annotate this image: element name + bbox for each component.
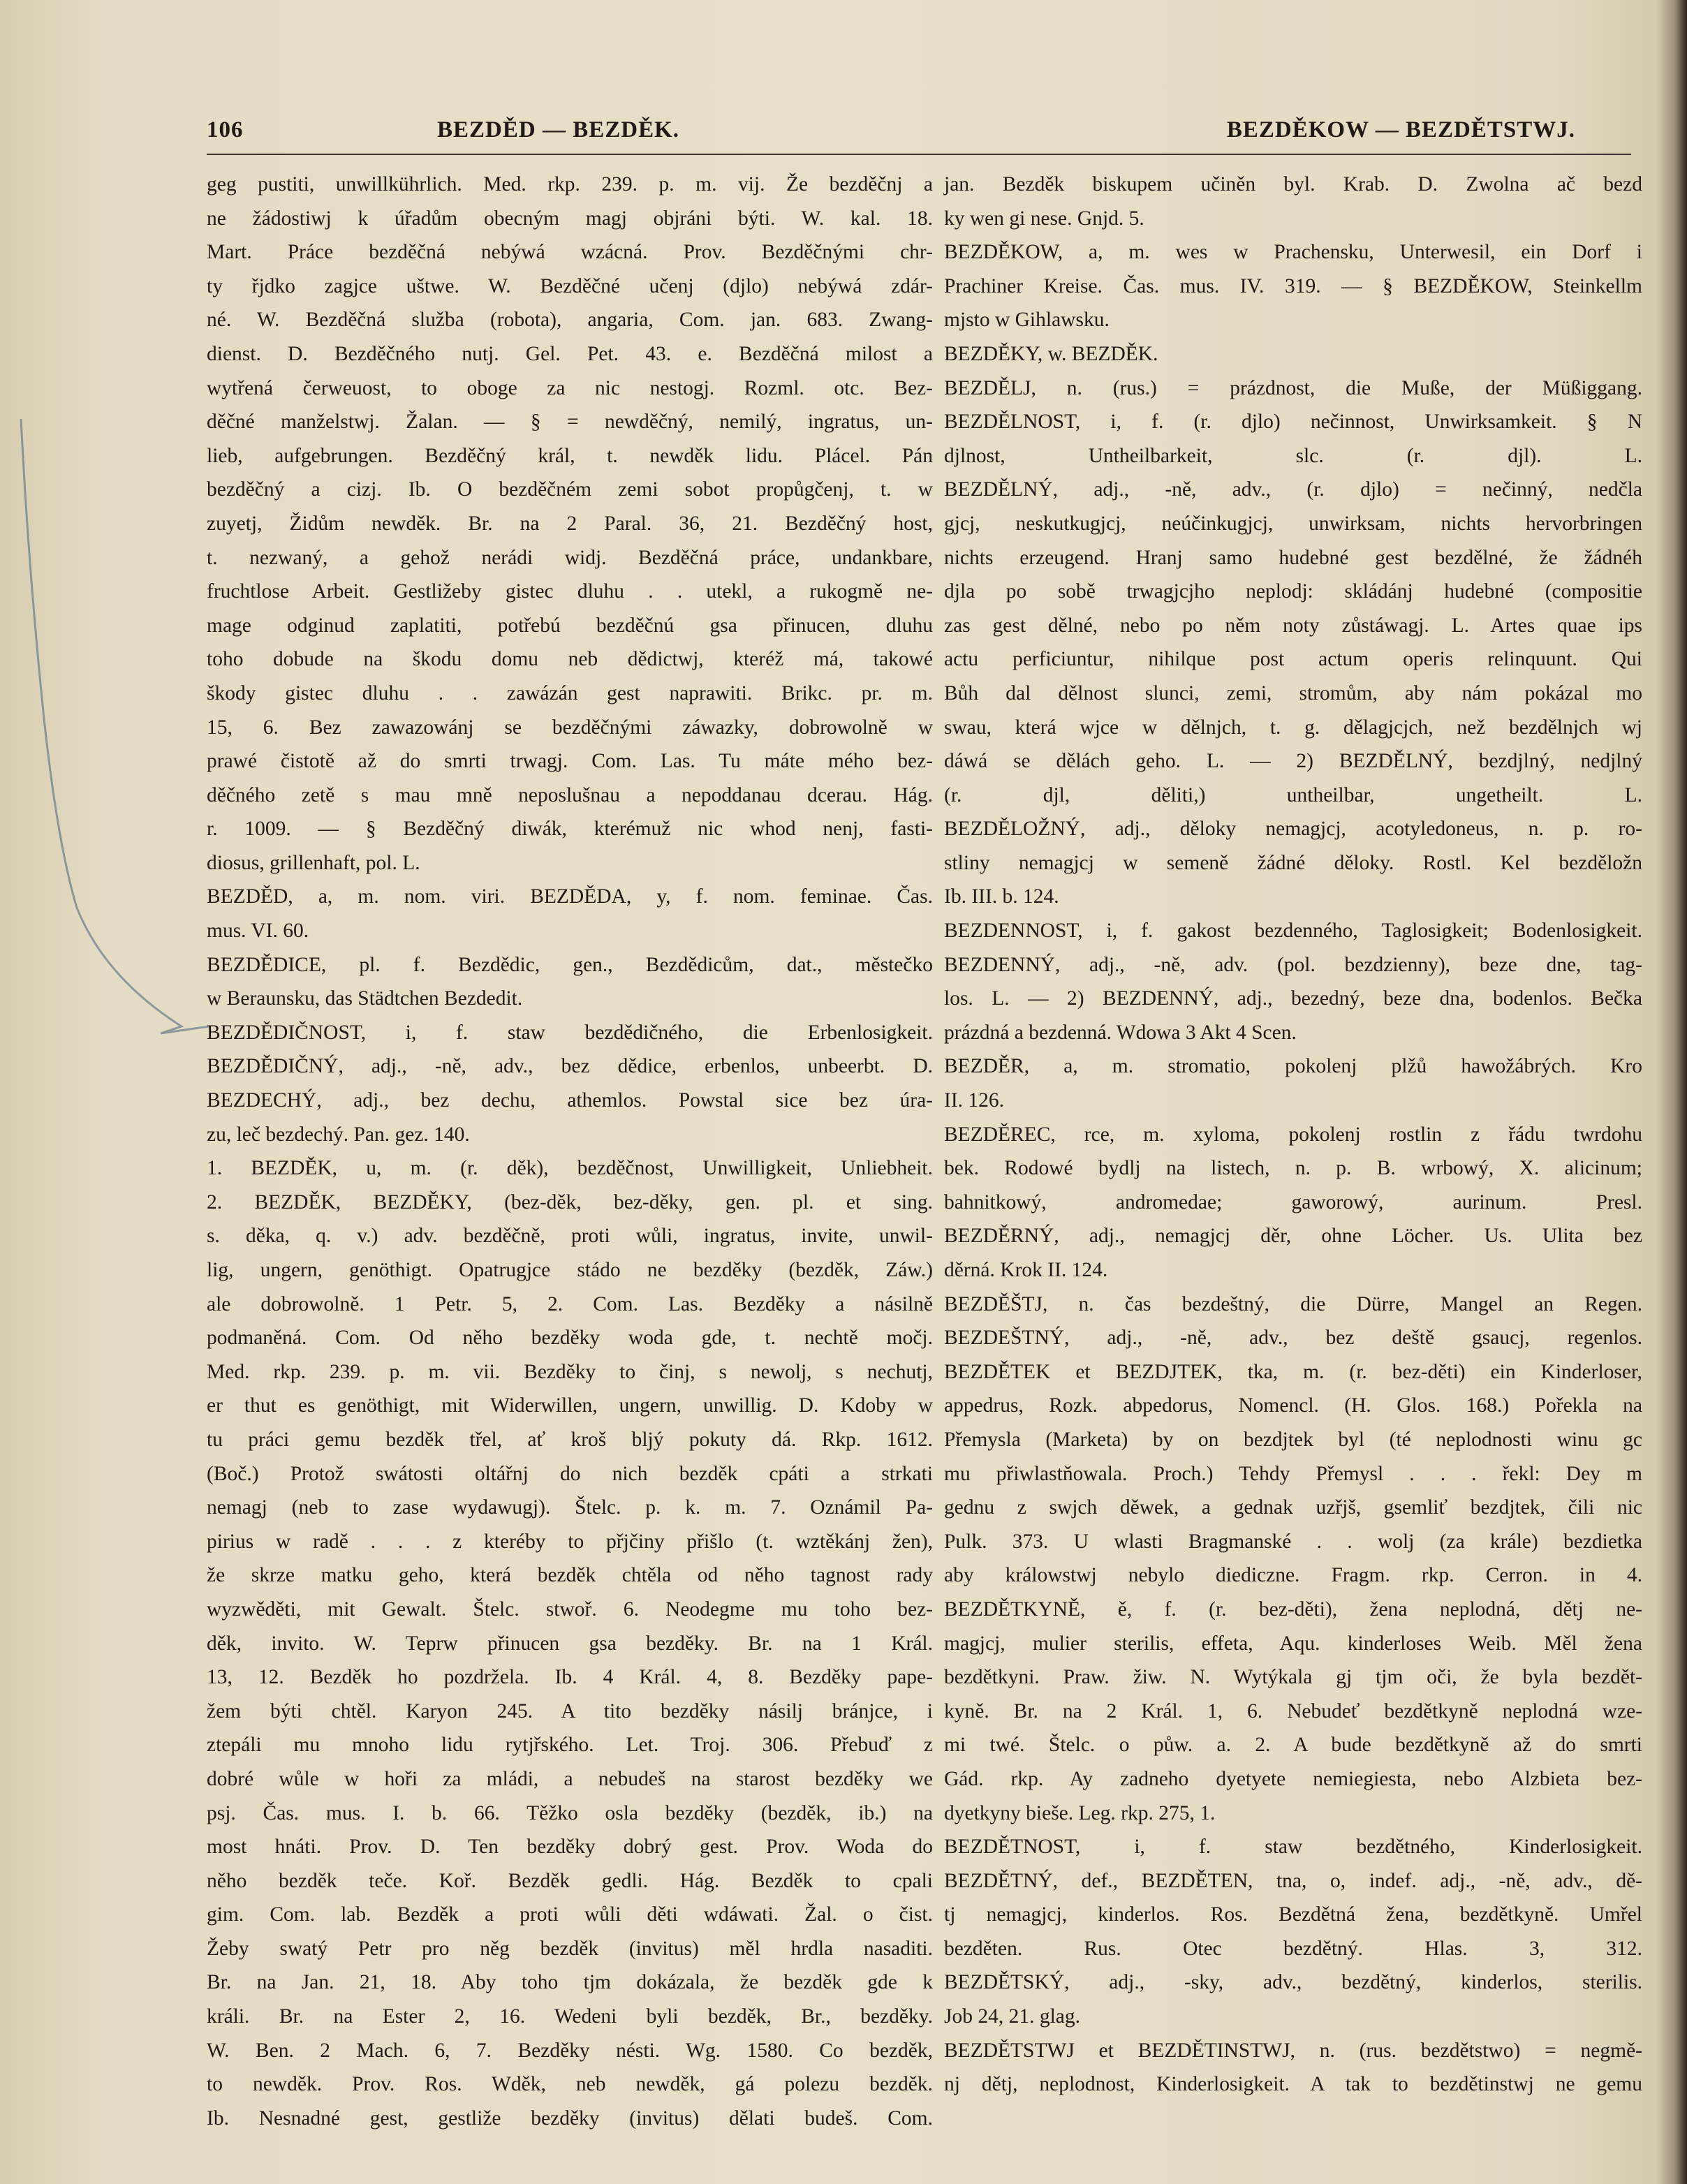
- text-line: bek. Rodowé bydlj na listech, n. p. B. wrbowý, X. alicinum;: [944, 1157, 1642, 1180]
- text-line: nichts erzeugend. Hranj samo hudebné gest bezdělné, že žádnéh: [944, 546, 1642, 569]
- text-line: kyně. Br. na 2 Král. 1, 6. Nebudeť bezdětkyně neplodná wze-: [944, 1699, 1642, 1722]
- text-line: ne žádostiwj k úřadům obecným magj objráni býti. W. kal. 18.: [207, 207, 933, 230]
- text-line: t. nezwaný, a gehož nerádi widj. Bezděčná práce, undankbare,: [207, 546, 933, 569]
- text-line: swau, která wjce w dělnjch, t. g. dělagjcjch, než bezdělnjch wj: [944, 716, 1642, 739]
- text-line: most hnáti. Prov. D. Ten bezděky dobrý gest. Prov. Woda do: [207, 1836, 933, 1859]
- text-line: 1. BEZDĚK, u, m. (r. děk), bezděčnost, Unwilligkeit, Unliebheit.: [207, 1157, 933, 1180]
- text-line: psj. Čas. mus. I. b. 66. Těžko osla bezděky (bezděk, ib.) na: [207, 1801, 933, 1824]
- text-line: BEZDĚLNÝ, adj., -ně, adv., (r. djlo) = nečinný, nedčla: [944, 478, 1642, 501]
- text-line: děčné manželstwj. Žalan. — § = newděčný, nemilý, ingratus, un-: [207, 411, 933, 434]
- text-line: Bůh dal dělnost slunci, zemi, stromům, aby nám pokázal mo: [944, 681, 1642, 704]
- text-line: děk, invito. W. Teprw přinucen gsa bezděky. Br. na 1 Král.: [207, 1632, 933, 1655]
- text-line: lieb, aufgebrungen. Bezděčný král, t. newděk lidu. Plácel. Pán: [207, 444, 933, 467]
- text-line: wyzwěděti, mit Gewalt. Štelc. stwoř. 6. Neodegme mu toho bez-: [207, 1598, 933, 1621]
- text-line: Žeby swatý Petr pro něg bezděk (invitus) měl hrdla nasaditi.: [207, 1937, 933, 1960]
- text-line: prawé čistotě až do smrti trwagj. Com. Las. Tu máte mého bez-: [207, 750, 933, 773]
- text-line: jan. Bezděk biskupem učiněn byl. Krab. D. Zwolna ač bezd: [944, 173, 1642, 195]
- text-line: pirius w radě . . . z kteréby to přjčiny přišlo (t. wztěkánj žen),: [207, 1530, 933, 1553]
- text-line: stliny nemagjcj w semeně žádné děloky. Rostl. Kel bezděložn: [944, 851, 1642, 874]
- text-line: gjcj, neskutkugjcj, neúčinkugjcj, unwirksam, nichts hervorbringen: [944, 512, 1642, 535]
- text-line: toho dobude na škodu domu neb dědictwj, kteréž má, takowé: [207, 648, 933, 671]
- text-line: geg pustiti, unwillkührlich. Med. rkp. 239. p. m. vij. Že bezděčnj a: [207, 173, 933, 195]
- text-line: diosus, grillenhaft, pol. L.: [207, 851, 420, 874]
- text-line: BEZDĚLJ, n. (rus.) = prázdnost, die Muße, der Müßiggang.: [944, 376, 1642, 399]
- text-line: magjcj, mulier sterilis, effeta, Aqu. kinderloses Weib. Měl žena: [944, 1632, 1642, 1655]
- text-line: BEZDĚDICE, pl. f. Bezdědic, gen., Bezdědicům, dat., městečko: [207, 953, 933, 976]
- text-line: BEZDĚTKYNĚ, ě, f. (r. bez-děti), žena neplodná, dětj ne-: [944, 1598, 1642, 1621]
- left-running-head: BEZDĚD — BEZDĚK.: [437, 117, 679, 142]
- text-line: Pulk. 373. U wlasti Bragmanské . . wolj (za krále) bezdietka: [944, 1530, 1642, 1553]
- text-line: Přemysla (Marketa) by on bezdjtek byl (té neplodnosti winu gc: [944, 1428, 1642, 1451]
- text-line: lig, ungern, genöthigt. Opatrugjce stádo ne bezděky (bezděk, Záw.): [207, 1259, 933, 1281]
- text-line: ky wen gi nese. Gnjd. 5.: [944, 207, 1144, 230]
- text-line: Ib. III. b. 124.: [944, 885, 1059, 908]
- text-line: fruchtlose Arbeit. Gestližeby gistec dluhu . . utekl, a rukogmě ne-: [207, 580, 933, 603]
- text-line: 2. BEZDĚK, BEZDĚKY, (bez-děk, bez-děky, gen. pl. et sing.: [207, 1190, 933, 1213]
- text-line: BEZDĚREC, rce, m. xyloma, pokolenj rostlin z řádu twrdohu: [944, 1123, 1642, 1146]
- text-line: II. 126.: [944, 1089, 1005, 1112]
- text-line: zu, leč bezdechý. Pan. gez. 140.: [207, 1123, 470, 1146]
- text-line: 15, 6. Bez zawazowánj se bezděčnými záwazky, dobrowolně w: [207, 716, 933, 739]
- text-line: BEZDĚKY, w. BEZDĚK.: [944, 342, 1158, 365]
- text-line: BEZDĚD, a, m. nom. viri. BEZDĚDA, y, f. nom. feminae. Čas.: [207, 885, 933, 908]
- text-line: BEZDĚDIČNOST, i, f. staw bezdědičného, die Erbenlosigkeit.: [207, 1021, 933, 1044]
- text-line: BEZDĚŠTJ, n. čas bezdeštný, die Dürre, Mangel an Regen.: [944, 1292, 1642, 1315]
- text-line: BEZDĚR, a, m. stromatio, pokolenj plžů hawožábrých. Kro: [944, 1055, 1642, 1078]
- text-line: appedrus, Rozk. abpedorus, Nomencl. (H. Glos. 168.) Pořekla na: [944, 1394, 1642, 1417]
- text-line: to newděk. Prov. Ros. Wděk, neb newděk, gá polezu bezděk.: [207, 2073, 933, 2096]
- text-line: děrná. Krok II. 124.: [944, 1259, 1108, 1281]
- text-line: djla po sobě trwagjcjho neplodj: skládánj hudebné (compositie: [944, 580, 1642, 603]
- text-line: tu práci gemu bezděk třel, ať kroš bljý pokuty dá. Rkp. 1612.: [207, 1428, 933, 1451]
- text-line: ale dobrowolně. 1 Petr. 5, 2. Com. Las. Bezděky a násilně: [207, 1292, 933, 1315]
- text-line: r. 1009. — § Bezděčný diwák, kterémuž nic whod nenj, fasti-: [207, 818, 933, 841]
- text-line: mu přiwlastňowala. Proch.) Tehdy Přemysl . . . řekl: Dey m: [944, 1462, 1642, 1485]
- text-line: Br. na Jan. 21, 18. Aby toho tjm dokázala, že bezděk gde k: [207, 1971, 933, 1994]
- text-line: 13, 12. Bezděk ho pozdržela. Ib. 4 Král. 4, 8. Bezděky pape-: [207, 1666, 933, 1689]
- text-line: BEZDĚTEK et BEZDJTEK, tka, m. (r. bez-děti) ein Kinderloser,: [944, 1360, 1642, 1383]
- text-line: W. Ben. 2 Mach. 6, 7. Bezděky nésti. Wg. 1580. Co bezděk,: [207, 2039, 933, 2062]
- text-line: Ib. Nesnadné gest, gestliže bezděky (invitus) dělati budeš. Com.: [207, 2106, 933, 2130]
- text-line: BEZDĚDIČNÝ, adj., -ně, adv., bez dědice, erbenlos, unbeerbt. D.: [207, 1055, 933, 1078]
- text-line: zas gest dělné, nebo po něm noty zůstáwagj. L. Artes quae ips: [944, 614, 1642, 637]
- text-line: mi twé. Štelc. o půw. a. 2. A bude bezdětkyně až do smrti: [944, 1734, 1642, 1757]
- text-line: dobré wůle w hoři za mládi, a nebudeš na starost bezděky we: [207, 1767, 933, 1790]
- text-line: BEZDĚTSTWJ et BEZDĚTINSTWJ, n. (rus. bezdětstwo) = negmě-: [944, 2039, 1642, 2062]
- text-line: (Boč.) Protož swátosti oltářnj do nich bezděk cpáti a strkati: [207, 1462, 933, 1485]
- text-line: škody gistec dluhu . . zawázán gest naprawiti. Brikc. pr. m.: [207, 681, 933, 704]
- text-line: BEZDĚTSKÝ, adj., -sky, adv., bezdětný, kinderlos, sterilis.: [944, 1971, 1642, 1994]
- text-line: w Beraunsku, das Städtchen Bezdedit.: [207, 987, 523, 1010]
- text-line: er thut es genöthigt, mit Widerwillen, ungern, unwillig. D. Kdoby w: [207, 1394, 933, 1417]
- text-line: žem býti chtěl. Karyon 245. A tito bezděky násilj bránjce, i: [207, 1699, 933, 1722]
- text-line: gim. Com. lab. Bezděk a proti wůli děti wdáwati. Žal. o čist.: [207, 1903, 933, 1926]
- text-line: ztepáli mu mnoho lidu rytjřského. Let. Troj. 306. Přebuď z: [207, 1734, 933, 1757]
- text-line: bezděčný a cizj. Ib. O bezděčném zemi sobot propůgčenj, t. w: [207, 478, 933, 501]
- text-line: bahnitkowý, andromedae; gaworowý, aurinum. Presl.: [944, 1190, 1642, 1213]
- text-line: bezděten. Rus. Otec bezdětný. Hlas. 3, 312.: [944, 1937, 1642, 1960]
- running-head: [207, 117, 1575, 145]
- text-line: podmaněná. Com. Od něho bezděky woda gde, t. nechtě močj.: [207, 1327, 933, 1350]
- text-line: BEZDĚLOŽNÝ, adj., děloky nemagjcj, acotyledoneus, n. p. ro-: [944, 818, 1642, 841]
- text-line: Job 24, 21. glag.: [944, 2005, 1081, 2028]
- text-line: Med. rkp. 239. p. m. vii. Bezděky to činj, s newolj, s nechutj,: [207, 1360, 933, 1383]
- text-line: nemagj (neb to zase wydawugj). Štelc. p. k. m. 7. Oznámil Pa-: [207, 1496, 933, 1519]
- text-line: děčného zetě s mau mně neposlušnau a nepoddanau dcerau. Hág.: [207, 783, 933, 806]
- header-rule: [207, 154, 1631, 155]
- text-line: s. děka, q. v.) adv. bezděčně, proti wůli, ingratus, invite, unwil-: [207, 1225, 933, 1248]
- text-line: wytřená čerweuost, to oboge za nic nestogj. Rozml. otc. Bez-: [207, 376, 933, 399]
- text-line: zuyetj, Židům newděk. Br. na 2 Paral. 36, 21. Bezděčný host,: [207, 512, 933, 535]
- text-line: BEZDEŠTNÝ, adj., -ně, adv., bez deště gsaucj, regenlos.: [944, 1327, 1642, 1350]
- text-line: bezdětkyni. Praw. žiw. N. Wytýkala gj tjm oči, že byla bezdět-: [944, 1666, 1642, 1689]
- text-line: BEZDENNOST, i, f. gakost bezdenného, Taglosigkeit; Bodenlosigkeit.: [944, 920, 1642, 943]
- text-line: BEZDĚTNOST, i, f. staw bezdětného, Kinderlosigkeit.: [944, 1836, 1642, 1859]
- text-line: králi. Br. na Ester 2, 16. Wedeni byli bezděk, Br., bezděky.: [207, 2005, 933, 2028]
- text-line: Gád. rkp. Ay zadneho dyetyete nemiegiesta, nebo Alzbieta bez-: [944, 1767, 1642, 1790]
- text-line: aby králowstwj nebylo diediczne. Fragm. rkp. Cerron. in 4.: [944, 1564, 1642, 1587]
- text-line: prázdná a bezdenná. Wdowa 3 Akt 4 Scen.: [944, 1021, 1297, 1044]
- text-line: nj dětj, neplodnost, Kinderlosigkeit. A tak to bezdětinstwj ne gemu: [944, 2073, 1642, 2096]
- text-line: dienst. D. Bezděčného nutj. Gel. Pet. 43. e. Bezděčná milost a: [207, 342, 933, 365]
- text-line: BEZDENNÝ, adj., -ně, adv. (pol. bezdzienny), beze dne, tag-: [944, 953, 1642, 976]
- text-line: Prachiner Kreise. Čas. mus. IV. 319. — § BEZDĚKOW, Steinkellm: [944, 274, 1642, 297]
- text-line: gednu z swjch děwek, a gednak uzřjš, gsemliť bezdjtek, čili nic: [944, 1496, 1642, 1519]
- text-line: Mart. Práce bezděčná nebýwá wzácná. Prov. Bezděčnými chr-: [207, 241, 933, 264]
- left-column: [207, 168, 933, 2135]
- text-line: los. L. — 2) BEZDENNÝ, adj., bezedný, beze dna, bodenlos. Bečka: [944, 987, 1642, 1010]
- text-line: BEZDĚRNÝ, adj., nemagjcj děr, ohne Löcher. Us. Ulita bez: [944, 1225, 1642, 1248]
- text-line: ty řjdko zagjce uštwe. W. Bezděčné učenj (djlo) nebýwá zdár-: [207, 274, 933, 297]
- page-number: 106: [207, 117, 244, 142]
- text-line: mus. VI. 60.: [207, 920, 309, 943]
- page-edge-shadow: [1656, 0, 1687, 2184]
- text-line: actu perficiuntur, nihilque post actum operis relinquunt. Qui: [944, 648, 1642, 671]
- text-line: mage odginud zaplatiti, potřebú bezděčnú gsa přinucen, dluhu: [207, 614, 933, 637]
- margin-pencil-line: [0, 0, 209, 1089]
- text-line: dyetkyny bieše. Leg. rkp. 275, 1.: [944, 1801, 1216, 1824]
- text-line: BEZDĚTNÝ, def., BEZDĚTEN, tna, o, indef. adj., -ně, adv., dě-: [944, 1869, 1642, 1892]
- right-column: [944, 168, 1642, 2102]
- right-running-head: BEZDĚKOW — BEZDĚTSTWJ.: [1226, 117, 1575, 142]
- text-line: BEZDĚKOW, a, m. wes w Prachensku, Unterwesil, ein Dorf i: [944, 241, 1642, 264]
- text-line: něho bezděk teče. Koř. Bezděk gedli. Hág. Bezděk to cpali: [207, 1869, 933, 1892]
- text-line: dáwá se dělách geho. L. — 2) BEZDĚLNÝ, bezdjlný, nedjlný: [944, 750, 1642, 773]
- text-line: BEZDĚLNOST, i, f. (r. djlo) nečinnost, Unwirksamkeit. § N: [944, 411, 1642, 434]
- text-line: mjsto w Gihlawsku.: [944, 309, 1110, 332]
- text-line: né. W. Bezděčná služba (robota), angaria, Com. jan. 683. Zwang-: [207, 309, 933, 332]
- text-line: djlnost, Untheilbarkeit, slc. (r. djl). L.: [944, 444, 1642, 467]
- text-line: tj nemagjcj, kinderlos. Ros. Bezdětná žena, bezdětkyně. Umřel: [944, 1903, 1642, 1926]
- text-line: že skrze matku geho, která bezděk chtěla od něho tagnost rady: [207, 1564, 933, 1587]
- text-line: BEZDECHÝ, adj., bez dechu, athemlos. Powstal sice bez úra-: [207, 1089, 933, 1112]
- text-line: (r. djl, děliti,) untheilbar, ungetheilt. L.: [944, 783, 1642, 806]
